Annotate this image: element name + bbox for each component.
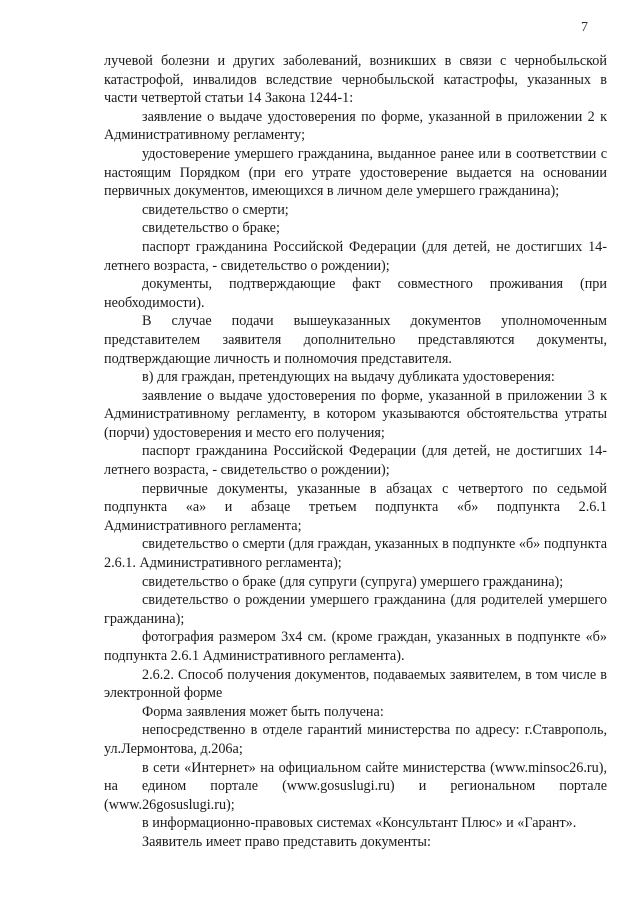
- paragraph: свидетельство о браке (для супруги (супруга) умершего гражданина);: [142, 573, 564, 590]
- document-body: [104, 52, 607, 852]
- paragraph: паспорт гражданина Российской Федерации (для детей, не достигших 14-летнего возраста, - свидетельство о рождении);: [104, 443, 607, 479]
- paragraph: свидетельство о смерти;: [142, 201, 289, 218]
- paragraph: свидетельство о смерти (для граждан, указанных в подпункте «б» подпункта 2.6.1. Административного регламента);: [104, 536, 607, 572]
- paragraph: Заявитель имеет право представить документы:: [142, 833, 431, 850]
- section-heading: 2.6.2. Способ получения документов, подаваемых заявителем, в том числе в электронной форме: [104, 666, 607, 702]
- paragraph: документы, подтверждающие факт совместного проживания (при необходимости).: [104, 276, 607, 311]
- paragraph: свидетельство о рождении умершего гражданина (для родителей умершего гражданина);: [104, 592, 607, 627]
- paragraph: в информационно-правовых системах «Консультант Плюс» и «Гарант».: [142, 815, 577, 832]
- paragraph: в) для граждан, претендующих на выдачу дубликата удостоверения:: [142, 369, 555, 386]
- paragraph: непосредственно в отделе гарантий министерства по адресу: г.Ставрополь, ул.Лермонтова, д.206а;: [104, 722, 607, 757]
- paragraph: первичные документы, указанные в абзацах с четвертого по седьмой подпункта «а» и абзаце третьем подпункта «б» подпункта 2.6.1 Административного регламента;: [104, 480, 607, 534]
- paragraph: В случае подачи вышеуказанных документов уполномоченным представителем заявителя дополнительно представляются документы, подтверждающие личность и полномочия представителя.: [104, 313, 607, 367]
- paragraph: заявление о выдаче удостоверения по форме, указанной в приложении 3 к Административному регламенту, в котором указываются обстоятельства утраты (порчи) удостоверения и место его получения;: [104, 387, 607, 441]
- paragraph: Форма заявления может быть получена:: [142, 703, 384, 720]
- paragraph: удостоверение умершего гражданина, выданное ранее или в соответствии с настоящим Порядком (при его утрате удостоверение выдается на основании первичных документов, имеющихся в личном деле умершего гражданина);: [104, 145, 607, 200]
- paragraph: лучевой болезни и других заболеваний, возникших в связи с чернобыльской катастрофой, инвалидов вследствие чернобыльской катастрофы, указанных в части четвертой статьи 14 Закона 1244-1:: [104, 53, 607, 107]
- page-number: 7: [581, 20, 588, 35]
- paragraph: свидетельство о браке;: [142, 220, 280, 237]
- paragraph: паспорт гражданина Российской Федерации (для детей, не достигших 14-летнего возраста, - свидетельство о рождении);: [104, 238, 607, 274]
- paragraph: в сети «Интернет» на официальном сайте министерства (www.minsoc26.ru), на едином портале (www.gosuslugi.ru) и региональном портале (www.26gosuslugi.ru);: [104, 759, 607, 813]
- paragraph: заявление о выдаче удостоверения по форме, указанной в приложении 2 к Административному регламенту;: [104, 108, 607, 144]
- paragraph: фотография размером 3х4 см. (кроме граждан, указанных в подпункте «б» подпункта 2.6.1 Административного регламента).: [104, 629, 607, 664]
